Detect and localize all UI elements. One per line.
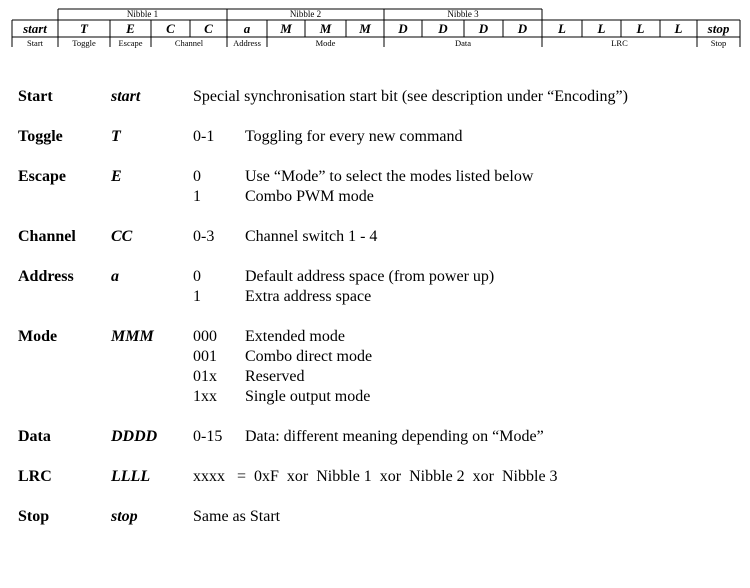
field-value: 1xx: [193, 388, 217, 405]
field-value: 000: [193, 328, 217, 345]
field-name: LRC: [18, 468, 52, 485]
field-value: 0: [193, 168, 201, 185]
field-label-address: Address: [233, 38, 261, 48]
field-label-stop: Stop: [710, 38, 727, 48]
field-value: 0: [193, 268, 201, 285]
bit-cell-D: D: [438, 21, 448, 36]
bit-cell-L: L: [597, 21, 606, 36]
field-label-channel: Channel: [174, 38, 204, 48]
definition-row-mode: [0, 328, 750, 408]
nibble-label: Nibble 2: [289, 9, 322, 19]
field-label-escape: Escape: [118, 38, 143, 48]
field-value-description: Extra address space: [245, 288, 372, 305]
field-value-description: Toggling for every new command: [245, 128, 463, 145]
field-value: 01x: [193, 368, 217, 385]
field-symbol: stop: [111, 508, 138, 525]
bit-cell-M: M: [280, 21, 292, 36]
bit-cell-D: D: [398, 21, 408, 36]
field-description: Special synchronisation start bit (see description under “Encoding”): [193, 88, 628, 105]
field-symbol: a: [111, 268, 119, 285]
field-value-description: Combo direct mode: [245, 348, 373, 365]
bit-cell-L: L: [558, 21, 566, 36]
field-name: Data: [18, 428, 51, 445]
field-value-description: Combo PWM mode: [245, 188, 374, 205]
bit-cell-stop: stop: [707, 21, 730, 36]
field-name: Toggle: [18, 128, 63, 145]
field-value-description: Extended mode: [245, 328, 345, 345]
field-name: Channel: [18, 228, 76, 245]
bit-frame-diagram: [0, 0, 750, 50]
field-name: Mode: [18, 328, 58, 345]
nibble-label: Nibble 3: [447, 9, 479, 19]
field-symbol: start: [111, 88, 141, 105]
bit-cell-T: T: [80, 21, 88, 36]
field-label-mode: Mode: [315, 38, 336, 48]
field-symbol: CC: [111, 228, 133, 245]
field-name: Stop: [18, 508, 50, 525]
field-value: 0-3: [193, 228, 215, 245]
field-value: 1: [193, 188, 201, 205]
field-name: Address: [18, 268, 74, 285]
bit-cell-M: M: [319, 21, 332, 36]
definition-row-stop: [0, 508, 750, 588]
nibble-label: Nibble 1: [126, 9, 159, 19]
bit-cell-L: L: [636, 21, 645, 36]
field-value: 1: [193, 288, 201, 305]
field-description: Same as Start: [193, 508, 281, 525]
field-value-description: Channel switch 1 - 4: [245, 228, 378, 245]
field-symbol: T: [111, 128, 121, 145]
field-name: Start: [18, 88, 53, 105]
field-value-description: Default address space (from power up): [245, 268, 495, 285]
field-symbol: DDDD: [111, 428, 158, 445]
field-name: Escape: [18, 168, 66, 185]
field-value-description: Reserved: [245, 368, 305, 385]
field-value: 001: [193, 348, 217, 365]
bit-cell-E: E: [126, 21, 135, 36]
bit-cell-C: C: [166, 21, 175, 36]
lrc-formula: xxxx = 0xF xor Nibble 1 xor Nibble 2 xor Nibble 3: [193, 468, 558, 485]
field-symbol: MMM: [111, 328, 154, 345]
bit-cell-M: M: [359, 21, 371, 36]
field-label-start: Start: [26, 38, 44, 48]
field-value-description: Use “Mode” to select the modes listed below: [245, 168, 534, 185]
field-symbol: LLLL: [111, 468, 151, 485]
field-value: 0-15: [193, 428, 223, 445]
field-value-description: Single output mode: [245, 388, 371, 405]
field-label-data: Data: [454, 38, 472, 48]
bit-cell-L: L: [674, 21, 683, 36]
bit-cell-a: a: [243, 21, 251, 36]
bit-cell-D: D: [478, 21, 489, 36]
field-value-description: Data: different meaning depending on “Mode”: [245, 428, 544, 445]
bit-cell-start: start: [23, 21, 47, 36]
field-symbol: E: [111, 168, 122, 185]
field-value: 0-1: [193, 128, 215, 145]
bit-cell-C: C: [204, 21, 213, 36]
field-label-toggle: Toggle: [72, 38, 96, 48]
field-label-lrc: LRC: [611, 38, 628, 48]
bit-frame-svg: [0, 0, 750, 50]
bit-cell-D: D: [517, 21, 528, 36]
